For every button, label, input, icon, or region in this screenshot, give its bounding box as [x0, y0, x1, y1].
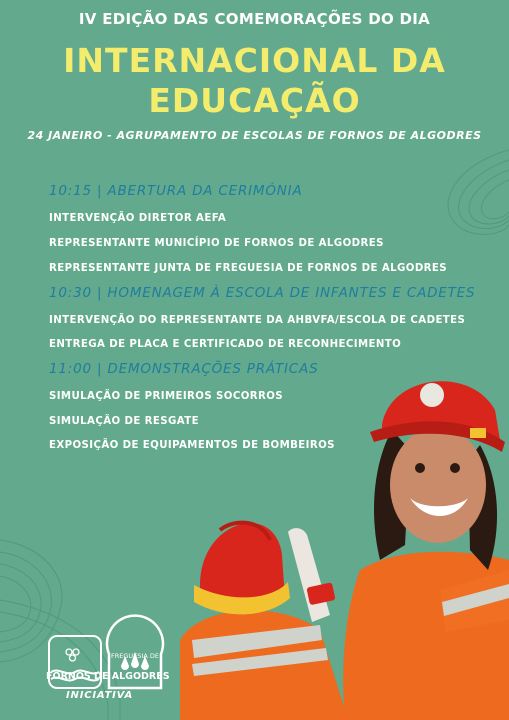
- freguesia-label: FREGUESIA DE: [111, 652, 159, 660]
- main-title-line-2: EDUCAÇÃO: [148, 81, 361, 120]
- program-item: SIMULAÇÃO DE RESGATE: [49, 416, 199, 427]
- pre-title: IV EDIÇÃO DAS COMEMORAÇÕES DO DIA: [78, 10, 431, 28]
- program-item: EXPOSIÇÃO DE EQUIPAMENTOS DE BOMBEIROS: [49, 440, 335, 451]
- program-item: REPRESENTANTE MUNICÍPIO DE FORNOS DE ALGODRES: [49, 238, 384, 249]
- initiative-label: INICIATIVA: [66, 690, 133, 701]
- program-item: INTERVENÇÃO DO REPRESENTANTE DA AHBVFA/ESCOLA DE CADETES: [49, 315, 466, 326]
- section-title-opening: 10:15 | ABERTURA DA CERIMÓNIA: [49, 183, 303, 199]
- program-item: REPRESENTANTE JUNTA DE FREGUESIA DE FORNOS DE ALGODRES: [49, 263, 448, 274]
- program-item: INTERVENÇÃO DIRETOR AEFA: [49, 213, 227, 224]
- firefighter-children-photo: [170, 370, 509, 720]
- brand-name: FORNOS DE ALGODRES: [46, 671, 170, 682]
- main-title-line-1: INTERNACIONAL DA: [63, 41, 446, 80]
- program-item: ENTREGA DE PLACA E CERTIFICADO DE RECONHECIMENTO: [49, 339, 402, 350]
- program-item: SIMULAÇÃO DE PRIMEIROS SOCORROS: [49, 391, 284, 402]
- date-location-line: 24 JANEIRO - AGRUPAMENTO DE ESCOLAS DE FORNOS DE ALGODRES: [27, 129, 482, 142]
- section-title-demonstrations: 11:00 | DEMONSTRAÇÕES PRÁTICAS: [49, 361, 319, 377]
- section-title-tribute: 10:30 | HOMENAGEM À ESCOLA DE INFANTES E CADETES: [49, 285, 476, 301]
